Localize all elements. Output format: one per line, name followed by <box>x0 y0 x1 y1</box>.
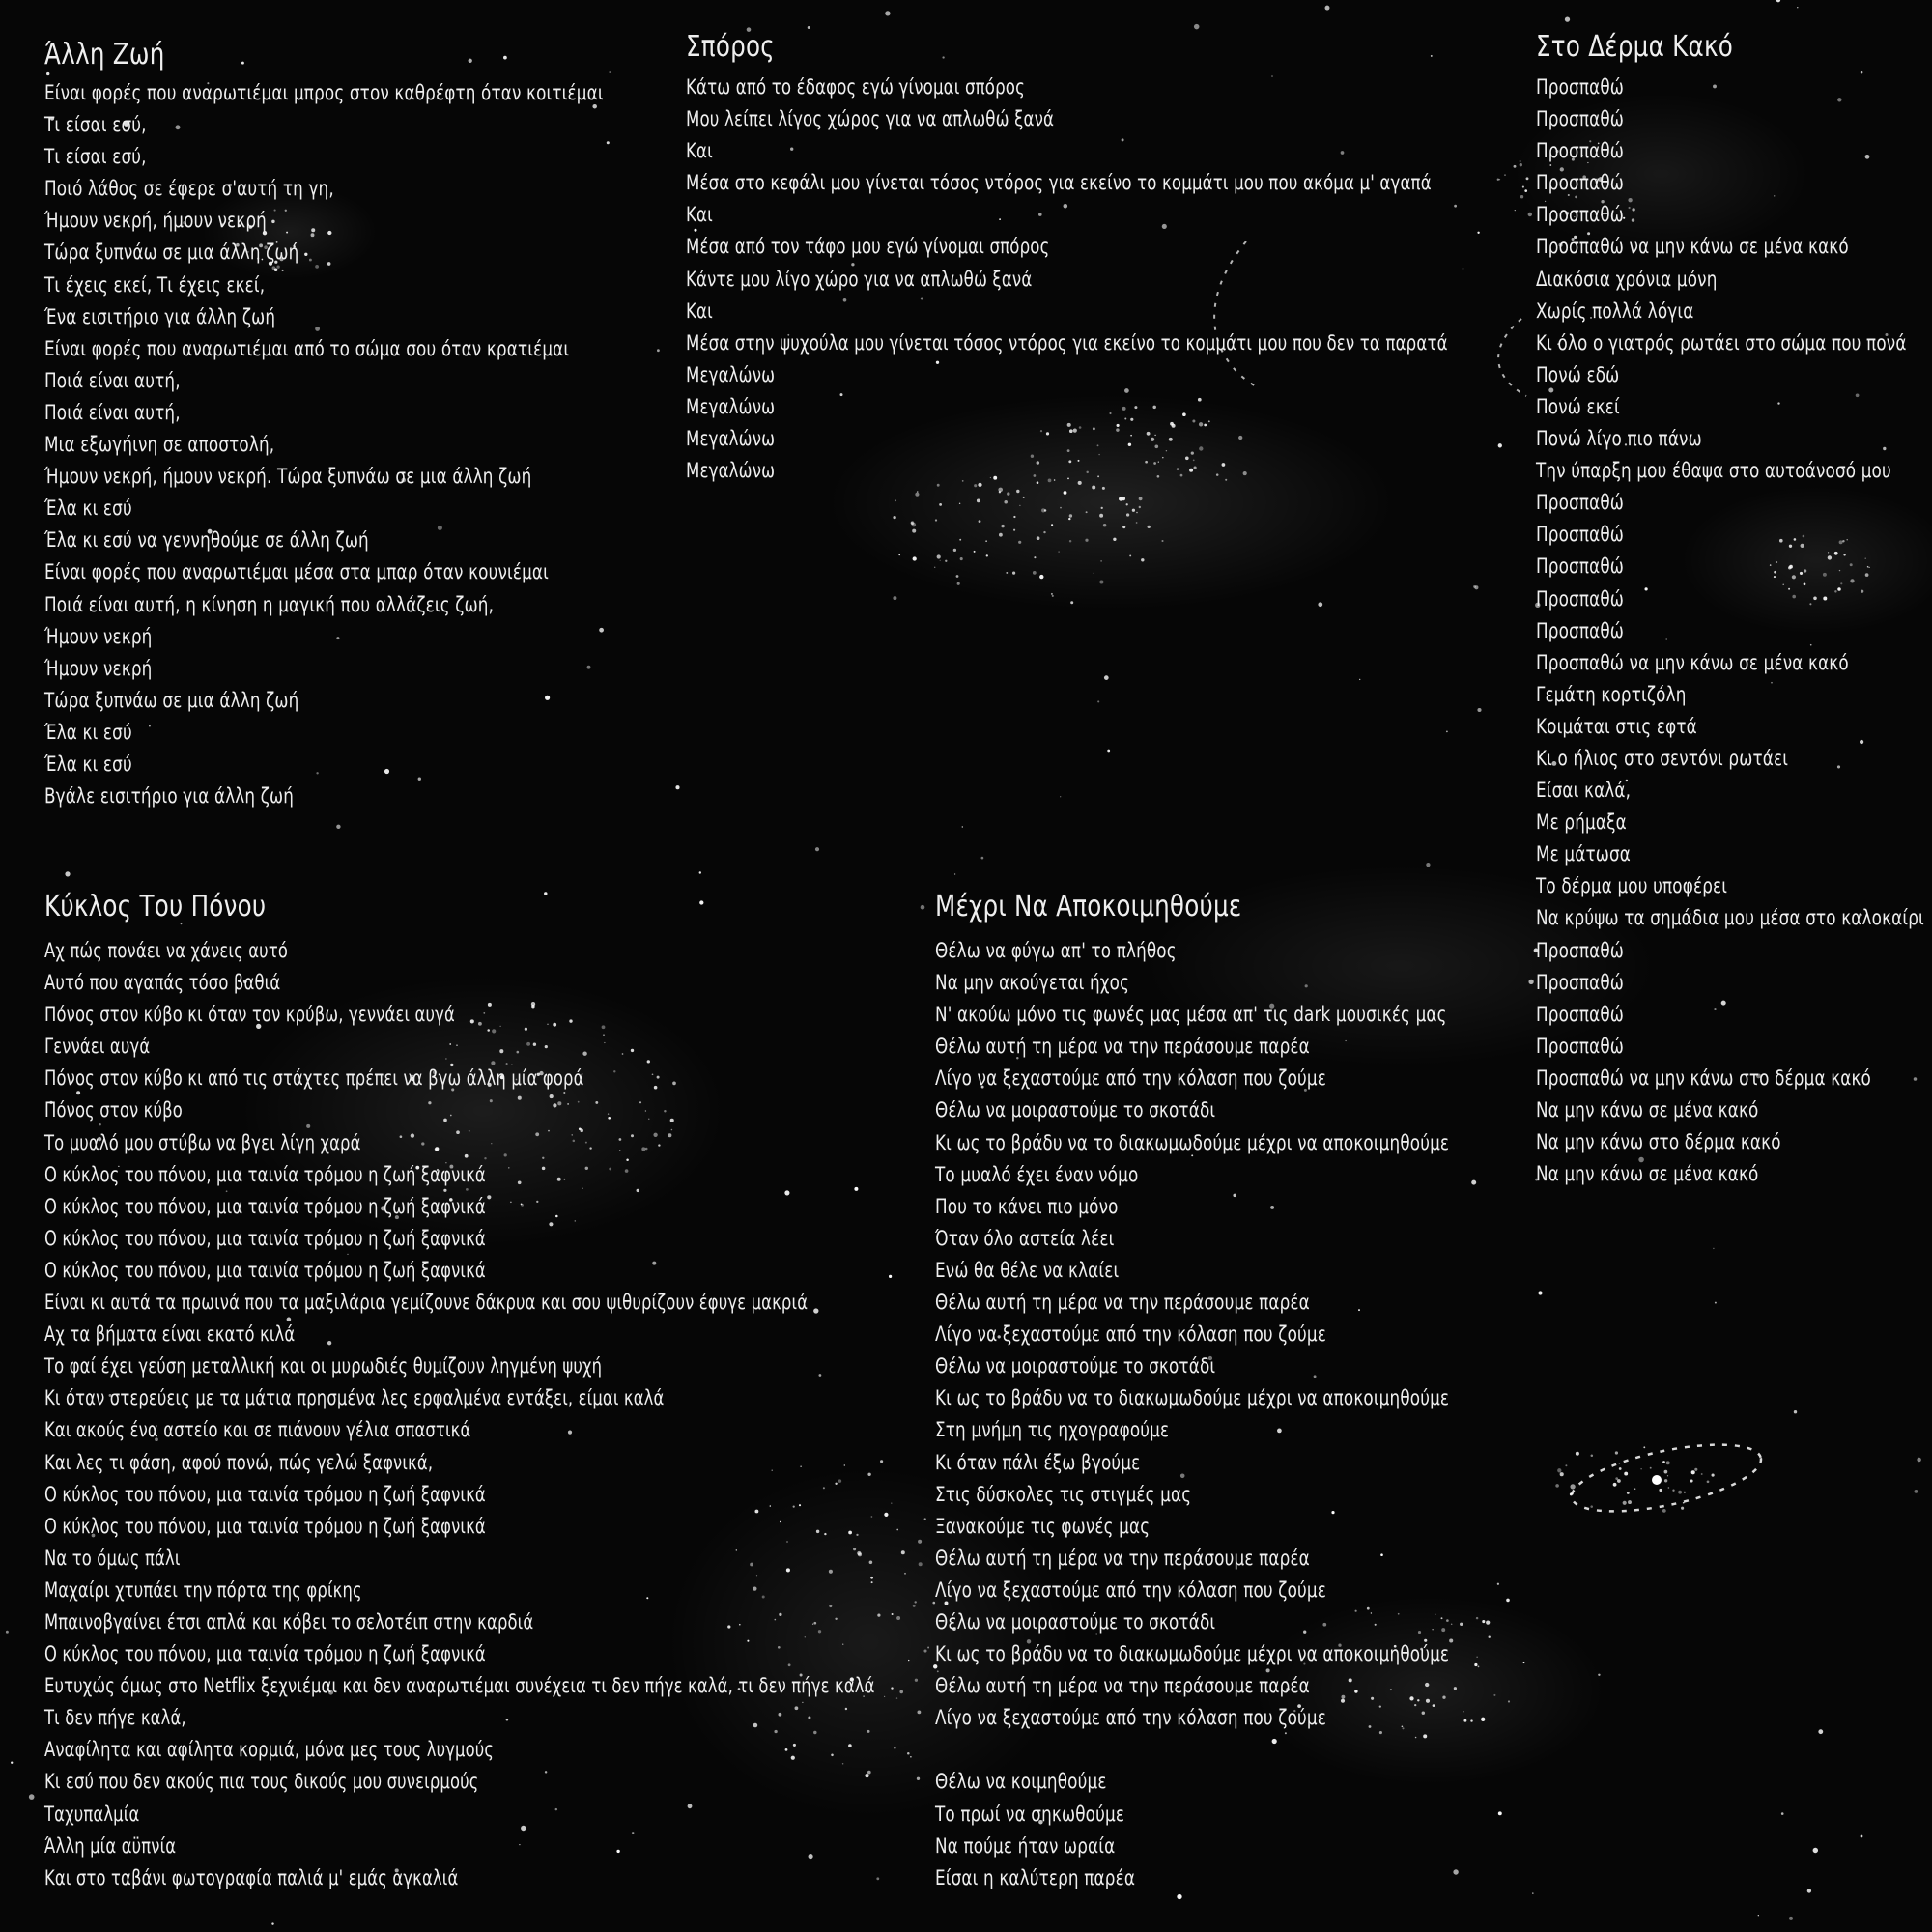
lyric-line: Μέσα στην ψυχούλα μου γίνεται τόσος ντόρος για εκείνο το κομμάτι μου που δεν τα παρατά <box>686 330 1448 355</box>
star-dot <box>1318 602 1322 607</box>
lyric-line: Ένα εισιτήριο για άλλη ζωή <box>44 304 276 328</box>
lyric-line: Ο κύκλος του πόνου, μια ταινία τρόμου η ζωή ξαφνικά <box>44 1226 486 1250</box>
star-dot <box>1103 524 1106 526</box>
star-dot <box>915 493 919 497</box>
lyric-line: Ήμουν νεκρή, ήμουν νεκρή. Τώρα ξυπνάω σε μια άλλη ζωή <box>44 465 532 489</box>
lyric-line: Κι όλο ο γιατρός ρωτάει στο σώμα που πονά <box>1536 330 1907 355</box>
star-dot <box>1139 506 1141 508</box>
star-dot <box>1664 1470 1668 1474</box>
star-dot <box>1818 1729 1823 1734</box>
lyric-line: Διακόσια χρόνια μόνη <box>1536 267 1718 291</box>
star-dot <box>1678 1491 1682 1494</box>
star-dot <box>1781 1812 1784 1815</box>
star-dot <box>1701 1473 1703 1475</box>
lyric-line: Θέλω αυτή τη μέρα να την περάσουμε παρέα <box>935 1674 1310 1698</box>
lyric-line: Αναφίλητα και αφίλητα κορμιά, μόνα μες τους λυγμούς <box>44 1738 495 1762</box>
star-dot <box>1006 572 1008 574</box>
star-dot <box>1691 1470 1695 1474</box>
lyric-line: Να το όμως πάλι <box>44 1546 181 1570</box>
star-dot <box>1122 526 1125 528</box>
lyric-line: Και λες τι φάση, αφού πονώ, πώς γελώ ξαφνικά, <box>44 1450 434 1474</box>
star-dot <box>1758 1915 1759 1916</box>
star-dot <box>912 523 916 526</box>
star-dot <box>895 499 896 501</box>
lyric-line: Προσπαθώ <box>1536 523 1625 547</box>
lyric-line: Ο κύκλος του πόνου, μια ταινία τρόμου η ζωή ξαφνικά <box>44 1162 486 1186</box>
lyric-line: Προσπαθώ <box>1536 171 1625 195</box>
lyric-line: Κοιμάται στις εφτά <box>1536 714 1697 738</box>
lyric-line: Κι εσύ που δεν ακούς πια τους δικούς μου συνειρμούς <box>44 1770 479 1794</box>
star-dot <box>1051 524 1053 526</box>
star-dot <box>1126 513 1129 516</box>
lyric-line: Κι ο ήλιος στο σεντόνι ρωτάει <box>1536 746 1789 770</box>
star-dot <box>1807 1889 1811 1892</box>
star-dot <box>913 556 917 560</box>
lyric-line: Και <box>686 298 713 323</box>
song-title: Στο Δέρμα Κακό <box>1536 30 1734 64</box>
lyric-line: Θέλω να κοιμηθούμε <box>935 1770 1107 1794</box>
lyric-line: Προσπαθώ <box>1536 938 1625 962</box>
lyric-line: Ο κύκλος του πόνου, μια ταινία τρόμου η ζωή ξαφνικά <box>44 1514 486 1538</box>
star-dot <box>1097 700 1099 702</box>
star-dot <box>960 557 963 560</box>
lyric-line: Το μυαλό έχει έναν νόμο <box>935 1162 1139 1186</box>
star-dot <box>1426 863 1430 867</box>
star-dot <box>1591 1454 1594 1457</box>
lyric-line: Προσπαθώ <box>1536 491 1625 515</box>
lyric-line: Το φαί έχει γεύση μεταλλική και οι μυρωδιές θυμίζουν ληγμένη ψυχή <box>44 1354 603 1378</box>
lyric-line: Άλλη μία αϋπνία <box>44 1833 177 1858</box>
lyric-line: Το μυαλό μου στύβω να βγει λίγη χαρά <box>44 1130 361 1154</box>
song-mexri-na-apokoimithoume <box>935 889 1577 1894</box>
lyric-line: Ν' ακούω μόνο τις φωνές μας μέσα απ' τις dark μουσικές μας <box>935 1003 1447 1027</box>
orbit-ring <box>1566 1432 1766 1524</box>
star-dot <box>1619 1467 1622 1470</box>
star-dot <box>1041 508 1045 512</box>
star-dot <box>1713 1248 1714 1249</box>
lyric-line: Προσπαθώ <box>1536 139 1625 163</box>
lyric-line: Μεγαλώνω <box>686 362 776 386</box>
star-dot <box>1099 580 1103 583</box>
star-dot <box>959 503 960 504</box>
lyric-line: Προσπαθώ <box>1536 203 1625 227</box>
star-dot <box>1033 571 1037 575</box>
star-dot <box>1789 1917 1793 1920</box>
star-dot <box>1712 1474 1715 1477</box>
lyric-line: Και <box>686 203 713 227</box>
star-dot <box>1662 1509 1666 1513</box>
lyric-line: Προσπαθώ να μην κάνω σε μένα κακό <box>1536 650 1849 674</box>
star-dot <box>1070 601 1073 604</box>
star-dot <box>1623 1501 1627 1505</box>
song-sporos <box>686 29 1650 487</box>
lyric-line: Να μην ακούγεται ήχος <box>935 971 1130 995</box>
star-dot <box>977 499 980 503</box>
star-dot <box>1446 731 1448 733</box>
star-dot <box>1598 1674 1600 1676</box>
star-dot <box>1177 1894 1181 1899</box>
lyric-line: Χωρίς πολλά λόγια <box>1536 298 1694 323</box>
star-dot <box>1776 0 1780 2</box>
star-dot <box>11 1762 13 1764</box>
lyric-line: Την ύπαρξη μου έθαψα στο αυτοάνοσό μου <box>1536 459 1891 483</box>
song-alli-zoi <box>44 37 743 812</box>
lyric-line: Κι ως το βράδυ να το διακωμωδούμε μέχρι να αποκοιμηθούμε <box>935 1386 1450 1410</box>
lyric-line: Ήμουν νεκρή <box>44 656 153 680</box>
lyric-line: Να πούμε ήταν ωραία <box>935 1833 1116 1858</box>
star-dot <box>1064 491 1067 495</box>
star-dot <box>699 871 701 873</box>
lyric-line: Γεμάτη κορτιζόλη <box>1536 682 1687 706</box>
star-dot <box>1051 593 1053 595</box>
lyric-line: Ο κύκλος του πόνου, μια ταινία τρόμου η ζωή ξαφνικά <box>44 1258 486 1282</box>
star-dot <box>1684 1492 1686 1493</box>
lyric-line: Είναι φορές που αναρωτιέμαι από το σώμα σου όταν κρατιέμαι <box>44 336 570 360</box>
lyric-line: Ο κύκλος του πόνου, μια ταινία τρόμου η ζωή ξαφνικά <box>44 1194 486 1218</box>
star-dot <box>1643 1446 1645 1448</box>
lyric-line: Και ακούς ένα αστείο και σε πιάνουν γέλια σπαστικά <box>44 1418 471 1442</box>
star-dot <box>1565 16 1570 21</box>
lyric-line: Είσαι η καλύτερη παρέα <box>935 1865 1136 1889</box>
song-title: Άλλη Ζωή <box>44 38 165 71</box>
star-dot <box>1113 538 1116 541</box>
star-dot <box>1659 1489 1662 1492</box>
star-dot <box>1640 1468 1641 1469</box>
lyric-line: Μέσα στο κεφάλι μου γίνεται τόσος ντόρος για εκείνο το κομμάτι μου που ακόμα μ' αγαπά <box>686 171 1432 195</box>
lyric-line: Να κρύψω τα σημάδια μου μέσα στο καλοκαίρι <box>1536 906 1924 930</box>
star-dot <box>1013 529 1015 531</box>
lyric-line: Πόνος στον κύβο <box>44 1098 183 1122</box>
star-dot <box>957 582 960 585</box>
star-dot <box>1615 1451 1618 1454</box>
star-dot <box>1624 1472 1628 1476</box>
star-dot <box>1132 509 1135 512</box>
star-dot <box>1001 525 1004 527</box>
star-dot <box>1060 796 1061 797</box>
star-dot <box>29 1794 35 1800</box>
star-dot <box>1069 514 1072 517</box>
star-dot <box>1634 1489 1635 1490</box>
star-dot <box>1715 1302 1717 1304</box>
lyric-line: Να μην κάνω σε μένα κακό <box>1536 1098 1759 1122</box>
star-dot <box>937 554 941 558</box>
lyric-line: Μου λείπει λίγος χώρος για να απλωθώ ξανά <box>686 107 1055 131</box>
lyric-line: Μεγαλώνω <box>686 427 776 451</box>
song-title: Κύκλος Του Πόνου <box>44 890 267 923</box>
star-dot <box>1052 595 1054 597</box>
galaxy-core <box>1652 1475 1662 1485</box>
star-dot <box>940 560 941 561</box>
star-dot <box>981 857 984 860</box>
song-title: Σπόρος <box>686 30 775 64</box>
lyric-line: Το πρωί να σηκωθούμε <box>935 1802 1125 1826</box>
star-dot <box>962 826 963 827</box>
star-dot <box>1104 675 1109 680</box>
lyric-line: Πόνος στον κύβο κι όταν τον κρύβω, γεννάει αυγά <box>44 1003 455 1027</box>
lyric-line: Πόνος στον κύβο κι από τις στάχτες πρέπει να βγω άλλη μία φορά <box>44 1066 584 1091</box>
lyric-line: Αχ τα βήματα είναι εκατό κιλά <box>44 1322 296 1347</box>
lyric-line: Μέσα από τον τάφο μου εγώ γίνομαι σπόρος <box>686 235 1050 259</box>
lyric-line: Στη μνήμη τις ηχογραφούμε <box>935 1418 1170 1442</box>
star-dot <box>1672 1490 1674 1492</box>
star-dot <box>1667 1475 1668 1476</box>
lyric-line: Μπαινοβγαίνει έτσι απλά και κόβει το σελοτέιπ στην καρδιά <box>44 1609 534 1634</box>
star-dot <box>1813 1848 1818 1853</box>
star-dot <box>1161 540 1163 542</box>
star-dot <box>1101 507 1103 509</box>
star-dot <box>1119 497 1122 500</box>
lyric-line: Πονώ εδώ <box>1536 362 1620 386</box>
lyric-line: Να μην κάνω σε μένα κακό <box>1536 1162 1759 1186</box>
lyric-line: Τι δεν πήγε καλά, <box>44 1706 186 1730</box>
star-dot <box>917 491 918 492</box>
lyric-line: Πονώ εκεί <box>1536 394 1620 418</box>
lyrics-list <box>44 77 743 812</box>
star-dot <box>1915 1490 1918 1493</box>
lyric-line: Λίγο να ξεχαστούμε από την κόλαση που ζούμε <box>935 1577 1327 1602</box>
star-dot <box>1650 1467 1652 1469</box>
star-dot <box>1043 531 1045 533</box>
lyric-line: Με μάτωσα <box>1536 842 1632 867</box>
lyric-line: Τώρα ξυπνάω σε μια άλλη ζωή <box>44 688 299 712</box>
lyric-line: Πονώ λίγο πιο πάνω <box>1536 427 1702 451</box>
star-dot <box>974 551 976 553</box>
lyric-line: Τι είσαι εσύ, <box>44 113 147 137</box>
lyric-line: Ποιά είναι αυτή, <box>44 368 181 392</box>
star-dot <box>1060 507 1062 509</box>
star-dot <box>954 873 955 874</box>
star-dot <box>999 533 1003 537</box>
star-dot <box>1013 516 1015 518</box>
lyric-line: Ευτυχώς όμως στο Netflix ξεχνιέμαι και δεν αναρωτιέμαι συνέχεια τι δεν πήγε καλά, τι δεν πήγε καλά <box>44 1674 875 1698</box>
lyric-line: Προσπαθώ <box>1536 75 1625 99</box>
star-dot <box>1861 1835 1863 1838</box>
lyric-line: Μαχαίρι χτυπάει την πόρτα της φρίκης <box>44 1577 362 1602</box>
star-dot <box>953 549 956 552</box>
star-dot <box>979 520 981 523</box>
star-dot <box>1615 1477 1618 1480</box>
lyric-line: Κι ως το βράδυ να το διακωμωδούμε μέχρι να αποκοιμηθούμε <box>935 1642 1450 1666</box>
lyric-line: Θέλω αυτή τη μέρα να την περάσουμε παρέα <box>935 1035 1310 1059</box>
star-dot <box>815 847 819 851</box>
lyric-line: Είναι κι αυτά τα πρωινά που τα μαξιλάρια γεμίζουνε δάκρυα και σου ψιθυρίζουν έφυγε μακριά <box>44 1291 809 1315</box>
lyric-line: Και στο ταβάνι φωτογραφία παλιά μ' εμάς αγκαλιά <box>44 1865 459 1889</box>
star-dot <box>1023 497 1025 498</box>
star-dot <box>1016 490 1019 493</box>
star-dot <box>935 519 937 521</box>
star-dot <box>893 596 896 600</box>
lyric-line: Με ρήμαξα <box>1536 810 1627 835</box>
lyric-line: Ποιά είναι αυτή, η κίνηση η μαγική που αλλάζεις ζωή, <box>44 592 495 616</box>
lyric-line <box>935 1734 1449 1766</box>
lyric-line: Προσπαθώ <box>1536 970 1625 994</box>
lyric-line: Στις δύσκολες τις στιγμές μας <box>935 1482 1192 1506</box>
lyric-line: Μεγαλώνω <box>686 394 776 418</box>
lyric-line: Προσπαθώ <box>1536 1002 1625 1026</box>
lyrics-list <box>686 71 1650 487</box>
star-dot <box>1085 539 1088 542</box>
lyric-line: Μια εξωγήινη σε αποστολή, <box>44 433 275 457</box>
lyric-line: Γεννάει αυγά <box>44 1035 151 1059</box>
lyric-line: Ήμουν νεκρή <box>44 624 153 648</box>
lyric-line: Έλα κι εσύ <box>44 497 132 521</box>
star-dot <box>998 488 1003 493</box>
star-dot <box>1136 512 1138 514</box>
lyric-line: Θέλω να μοιραστούμε το σκοτάδι <box>935 1354 1216 1378</box>
star-dot <box>1007 492 1009 495</box>
star-dot <box>1617 1479 1621 1483</box>
star-dot <box>1129 554 1131 556</box>
lyric-line: Κι ως το βράδυ να το διακωμωδούμε μέχρι να αποκοιμηθούμε <box>935 1130 1450 1154</box>
lyric-line: Και <box>686 139 713 163</box>
lyric-line: Αχ πώς πονάει να χάνεις αυτό <box>44 939 289 962</box>
lyric-line: Ο κύκλος του πόνου, μια ταινία τρόμου η ζωή ξαφνικά <box>44 1482 486 1506</box>
star-dot <box>1100 560 1102 562</box>
lyrics-list <box>1536 71 1932 1190</box>
star-dot <box>1139 497 1143 500</box>
star-dot <box>1474 585 1478 589</box>
star-dot <box>1086 511 1088 513</box>
lyric-line: Θέλω αυτή τη μέρα να την περάσουμε παρέα <box>935 1546 1310 1570</box>
star-dot <box>65 871 70 876</box>
star-dot <box>1004 500 1008 504</box>
star-dot <box>1141 558 1144 561</box>
star-dot <box>912 529 916 533</box>
lyric-line: Μεγαλώνω <box>686 459 776 483</box>
lyric-line: Λίγο να ξεχαστούμε από την κόλαση που ζούμε <box>935 1066 1327 1091</box>
star-dot <box>986 554 988 556</box>
lyric-line: Προσπαθώ <box>1536 586 1625 611</box>
lyric-line: Ποιά είναι αυτή, <box>44 400 181 424</box>
lyric-line: Ξανακούμε τις φωνές μας <box>935 1514 1151 1538</box>
song-title: Μέχρι Να Αποκοιμηθούμε <box>935 890 1242 923</box>
star-dot <box>1034 556 1036 558</box>
lyric-line: Λίγο να ξεχαστούμε από την κόλαση που ζούμε <box>935 1322 1327 1347</box>
lyric-line: Ποιό λάθος σε έφερε σ'αυτή τη γη, <box>44 177 334 201</box>
lyric-line: Είναι φορές που αναρωτιέμαι μέσα στα μπαρ όταν κουνιέμαι <box>44 560 550 584</box>
lyric-line: Ενώ θα θέλε να κλαίει <box>935 1258 1120 1282</box>
star-dot <box>939 503 942 506</box>
star-dot <box>336 825 340 829</box>
star-dot <box>6 1631 9 1634</box>
lyric-line: Αυτό που αγαπάς τόσο βαθιά <box>44 971 281 995</box>
star-dot <box>1590 1505 1593 1508</box>
star-dot <box>1668 1487 1670 1489</box>
star-dot <box>1136 522 1138 524</box>
lyric-line: Κάντε μου λίγο χώρο για να απλωθώ ξανά <box>686 267 1033 291</box>
star-dot <box>1690 1479 1693 1482</box>
star-dot <box>893 516 895 519</box>
lyric-line: Θέλω να μοιραστούμε το σκοτάδι <box>935 1098 1216 1122</box>
lyric-line: Προσπαθώ <box>1536 618 1625 642</box>
lyric-line: Που το κάνει πιο μόνο <box>935 1194 1119 1218</box>
lyric-line: Έλα κι εσύ να γεννηθούμε σε άλλη ζωή <box>44 528 369 553</box>
star-dot <box>1917 1458 1920 1462</box>
star-dot <box>1694 1468 1697 1471</box>
lyric-line: Να μην κάνω στο δέρμα κακό <box>1536 1130 1781 1154</box>
lyric-line: Λίγο να ξεχαστούμε από την κόλαση που ζούμε <box>935 1706 1327 1730</box>
star-dot <box>985 540 987 542</box>
lyric-line: Θέλω να φύγω απ' το πλήθος <box>935 939 1177 962</box>
star-dot <box>1664 1479 1667 1482</box>
star-dot <box>1681 1507 1684 1510</box>
star-dot <box>1325 6 1330 11</box>
star-dot <box>1019 505 1020 506</box>
star-dot <box>885 11 890 15</box>
lyric-line: Κι όταν πάλι έξω βγούμε <box>935 1450 1141 1474</box>
lyric-line: Ήμουν νεκρή, ήμουν νεκρή <box>44 209 267 233</box>
star-dot <box>1477 708 1481 712</box>
lyric-line: Κι όταν στερεύεις με τα μάτια πρησμένα λες ερφαλμένα εντάξει, είμαι καλά <box>44 1386 665 1410</box>
star-dot <box>959 539 961 541</box>
star-dot <box>1797 7 1798 8</box>
lyric-line: Ταχυπαλμία <box>44 1802 140 1826</box>
star-dot <box>1069 540 1071 542</box>
star-dot <box>1102 487 1105 490</box>
star-dot <box>1039 575 1043 579</box>
lyric-line: Θέλω αυτή τη μέρα να την περάσουμε παρέα <box>935 1291 1310 1315</box>
star-dot <box>1099 514 1103 518</box>
star-dot <box>1627 1492 1630 1494</box>
lyrics-list <box>935 935 1577 1894</box>
lyric-line: Έλα κι εσύ <box>44 752 132 776</box>
star-dot <box>1107 750 1110 753</box>
lyric-line: Ο κύκλος του πόνου, μια ταινία τρόμου η ζωή ξαφνικά <box>44 1642 486 1666</box>
star-dot <box>1018 541 1021 544</box>
star-dot <box>1662 1461 1665 1463</box>
star-dot <box>1794 1410 1797 1413</box>
lyric-line: Προσπαθώ να μην κάνω στο δέρμα κακό <box>1536 1065 1871 1090</box>
lyric-line: Προσπαθώ <box>1536 1034 1625 1058</box>
lyric-line: Είσαι καλά, <box>1536 779 1632 803</box>
star-dot <box>1619 1463 1621 1464</box>
star-dot <box>1068 518 1070 520</box>
lyric-line: Το δέρμα μου υποφέρει <box>1536 874 1728 898</box>
lyric-line: Τι είσαι εσύ, <box>44 145 147 169</box>
lyric-line: Προσπαθώ να μην κάνω σε μένα κακό <box>1536 235 1849 259</box>
star-dot <box>1707 1480 1710 1483</box>
star-dot <box>956 575 959 578</box>
lyric-line: Προσπαθώ <box>1536 554 1625 579</box>
star-dot <box>1148 526 1151 528</box>
star-dot <box>271 1922 273 1924</box>
lyric-line: Προσπαθώ <box>1536 107 1625 131</box>
lyric-line: Τώρα ξυπνάω σε μια άλλη ζωή <box>44 241 299 265</box>
star-dot <box>934 567 935 568</box>
song-sto-derma-kako <box>1536 29 1932 1190</box>
lyric-line: Είναι φορές που αναρωτιέμαι μπρος στον καθρέφτη όταν κοιτιέμαι <box>44 81 604 104</box>
star-dot <box>1037 536 1040 540</box>
lyric-line: Τι έχεις εκεί, Τι έχεις εκεί, <box>44 272 266 297</box>
star-dot <box>1613 1483 1617 1487</box>
star-dot <box>898 554 900 556</box>
star-dot <box>1359 679 1360 680</box>
star-dot <box>945 560 947 562</box>
lyric-line: Κάτω από το έδαφος εγώ γίνομαι σπόρος <box>686 75 1025 99</box>
star-dot <box>1666 1461 1670 1464</box>
star-dot <box>1012 572 1015 575</box>
lyric-line: Όταν όλο αστεία λέει <box>935 1226 1115 1250</box>
lyric-line: Έλα κι εσύ <box>44 720 132 744</box>
lyric-line: Βγάλε εισιτήριο για άλλη ζωή <box>44 784 295 809</box>
lyric-line: Θέλω να μοιραστούμε το σκοτάδι <box>935 1609 1216 1634</box>
star-dot <box>1058 551 1059 552</box>
star-dot <box>1628 1500 1632 1504</box>
star-dot <box>1126 503 1128 505</box>
